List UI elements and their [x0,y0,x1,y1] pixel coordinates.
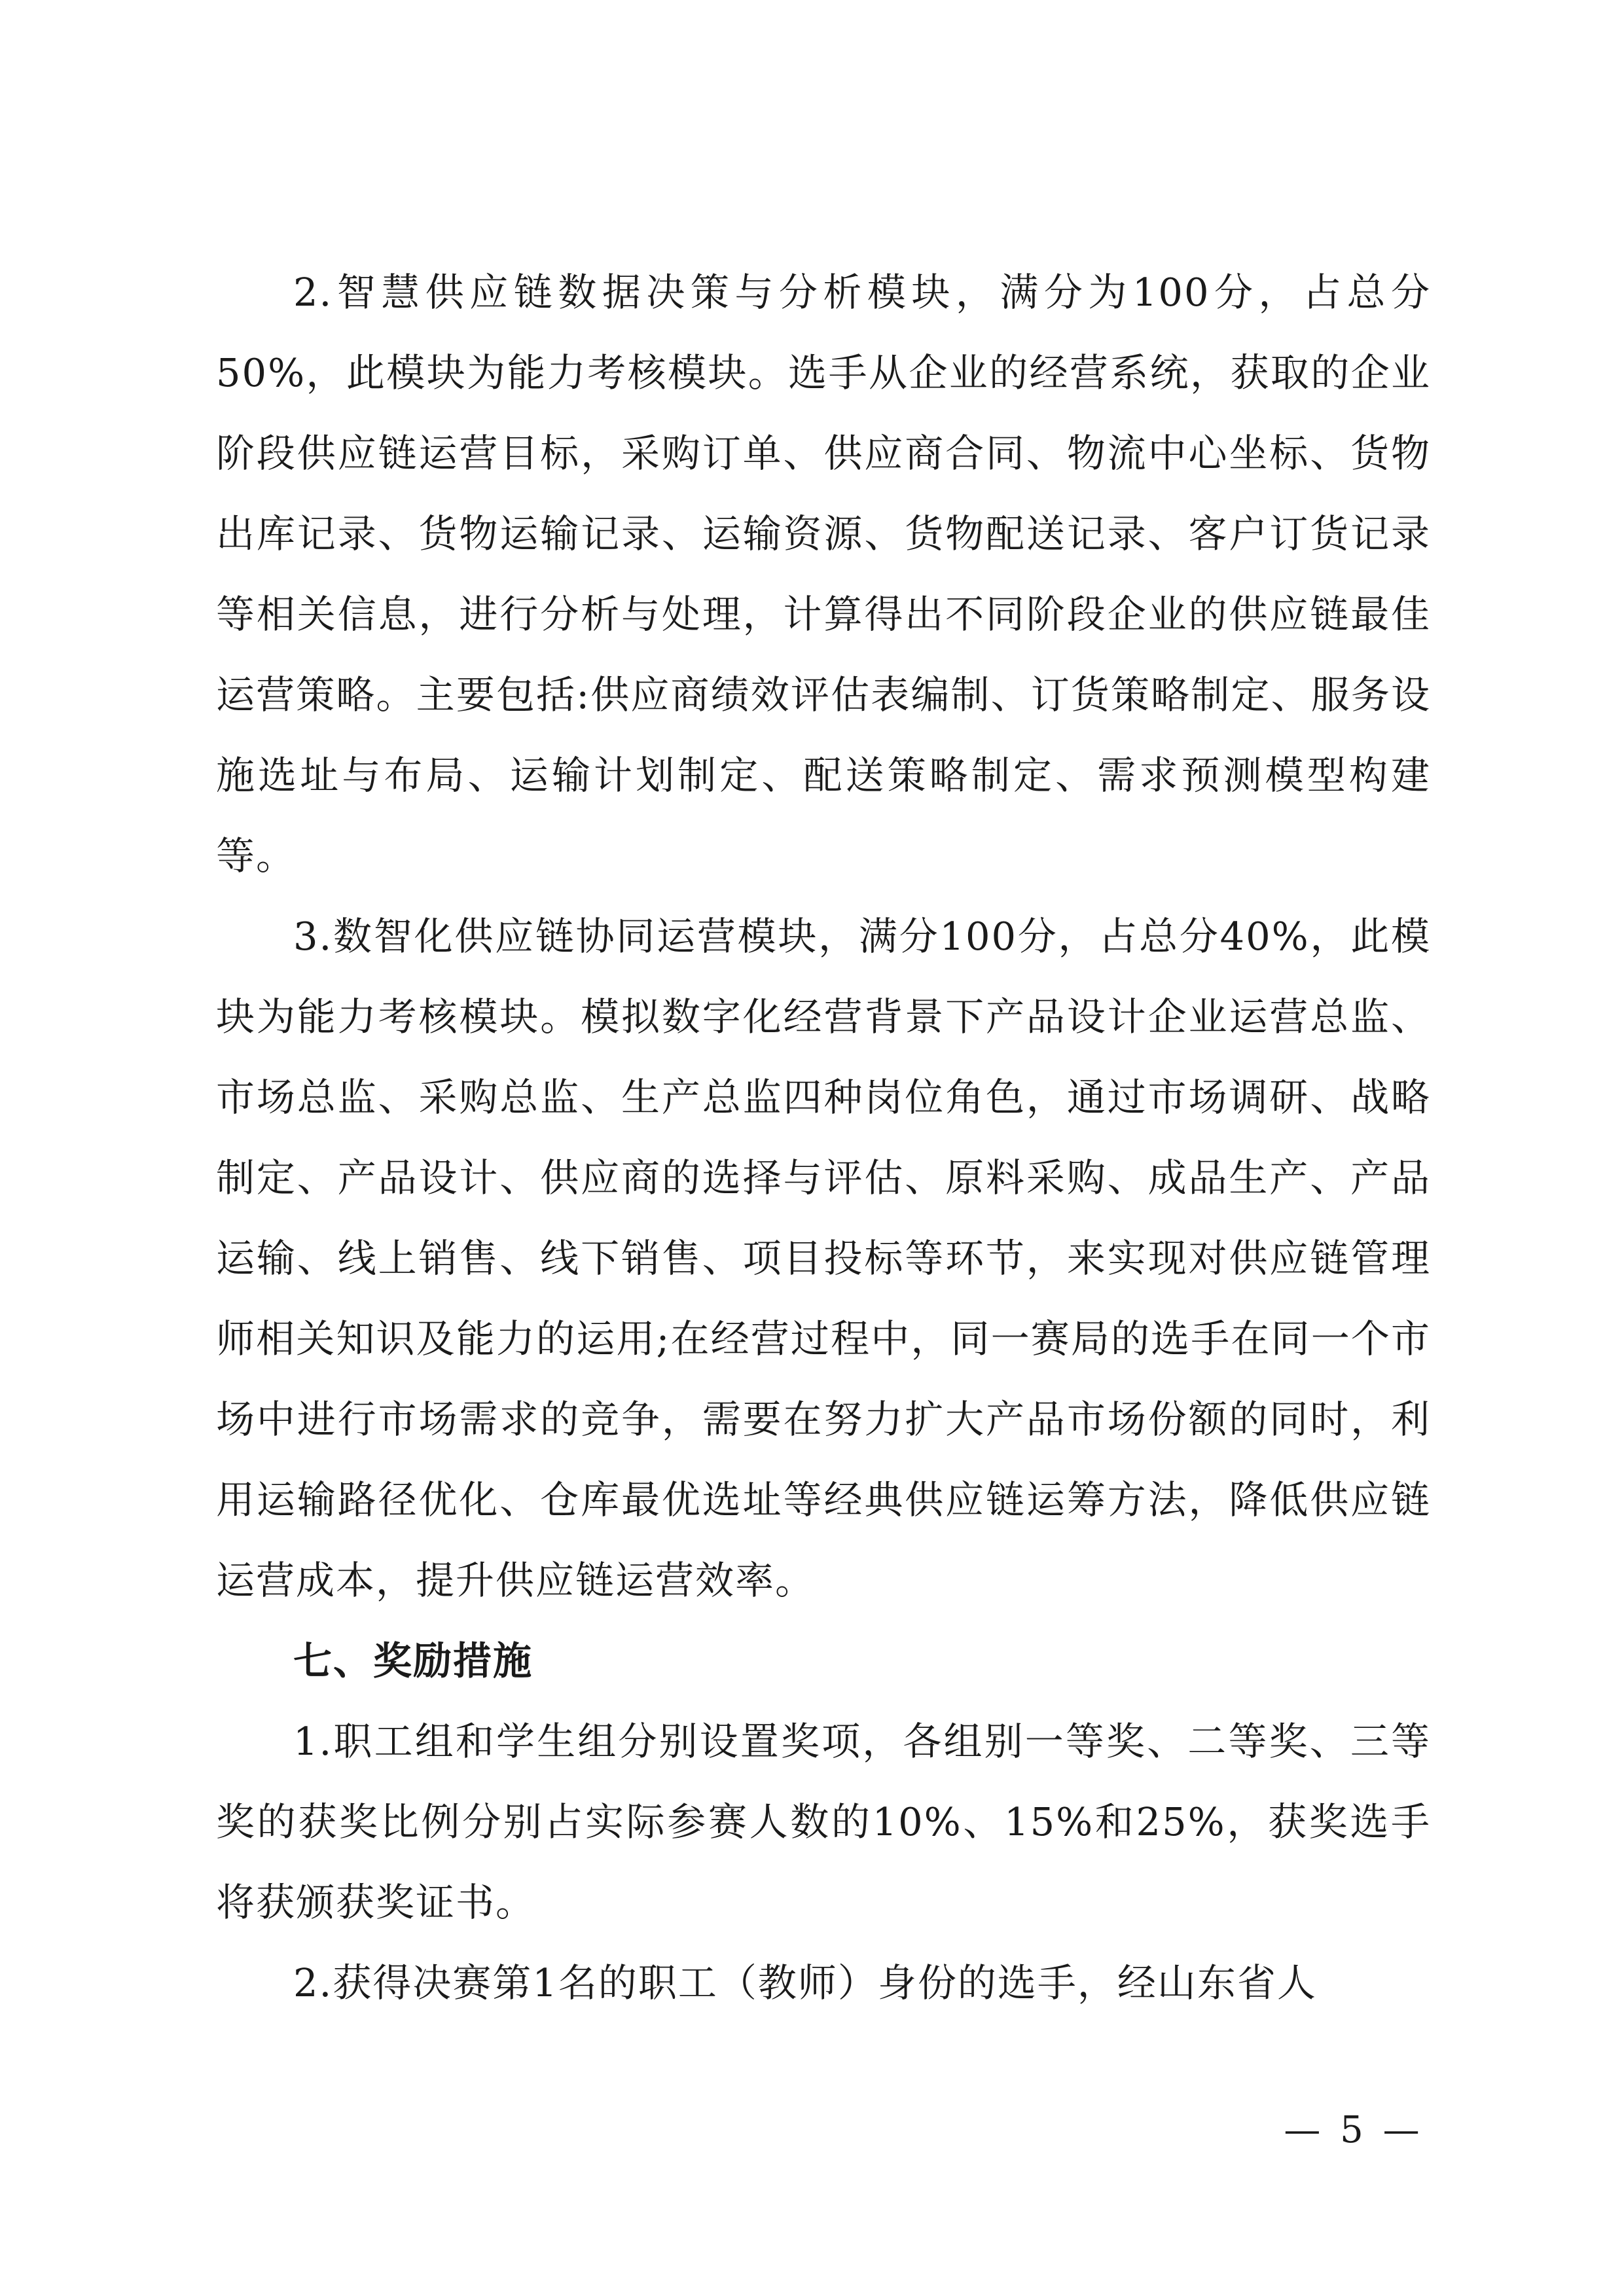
section-heading-rewards: 七、奖励措施 [293,1638,533,1683]
paragraph-reward-2: 2.获得决赛第1名的职工（教师）身份的选手，经山东省人 [293,1960,1317,2005]
page-number: — 5 — [1284,2109,1424,2151]
paragraph-reward-1: 1.职工组和学生组分别设置奖项，各组别一等奖、二等奖、三等奖的获奖比例分别占实际参赛人数的10%、15%和25%，获奖选手将获颁获奖证书。 [216,1719,1431,1925]
paragraph-module-3: 3.数智化供应链协同运营模块，满分100分，占总分40%，此模块为能力考核模块。模拟数字化经营背景下产品设计企业运营总监、市场总监、采购总监、生产总监四种岗位角色，通过市场调研、战略制定、产品设计、供应商的选择与评估、原料采购、成品生产、产品运输、线上销售、线下销售、项目投标等环节，来实现对供应链管理师相关知识及能力的运用;在经营过程中，同一赛局的选手在同一个市场中进行市场需求的竞争，需要在努力扩大产品市场份额的同时，利用运输路径优化、仓库最优选址等经典供应链运筹方法，降低供应链运营成本，提升供应链运营效率。 [216,914,1431,1603]
paragraph-module-2: 2.智慧供应链数据决策与分析模块，满分为100分，占总分50%，此模块为能力考核模块。选手从企业的经营系统，获取的企业阶段供应链运营目标，采购订单、供应商合同、物流中心坐标、货物出库记录、货物运输记录、运输资源、货物配送记录、客户订货记录等相关信息，进行分析与处理，计算得出不同阶段企业的供应链最佳运营策略。主要包括:供应商绩效评估表编制、订货策略制定、服务设施选址与布局、运输计划制定、配送策略制定、需求预测模型构建等。 [216,270,1431,878]
document-body [216,252,1431,2023]
